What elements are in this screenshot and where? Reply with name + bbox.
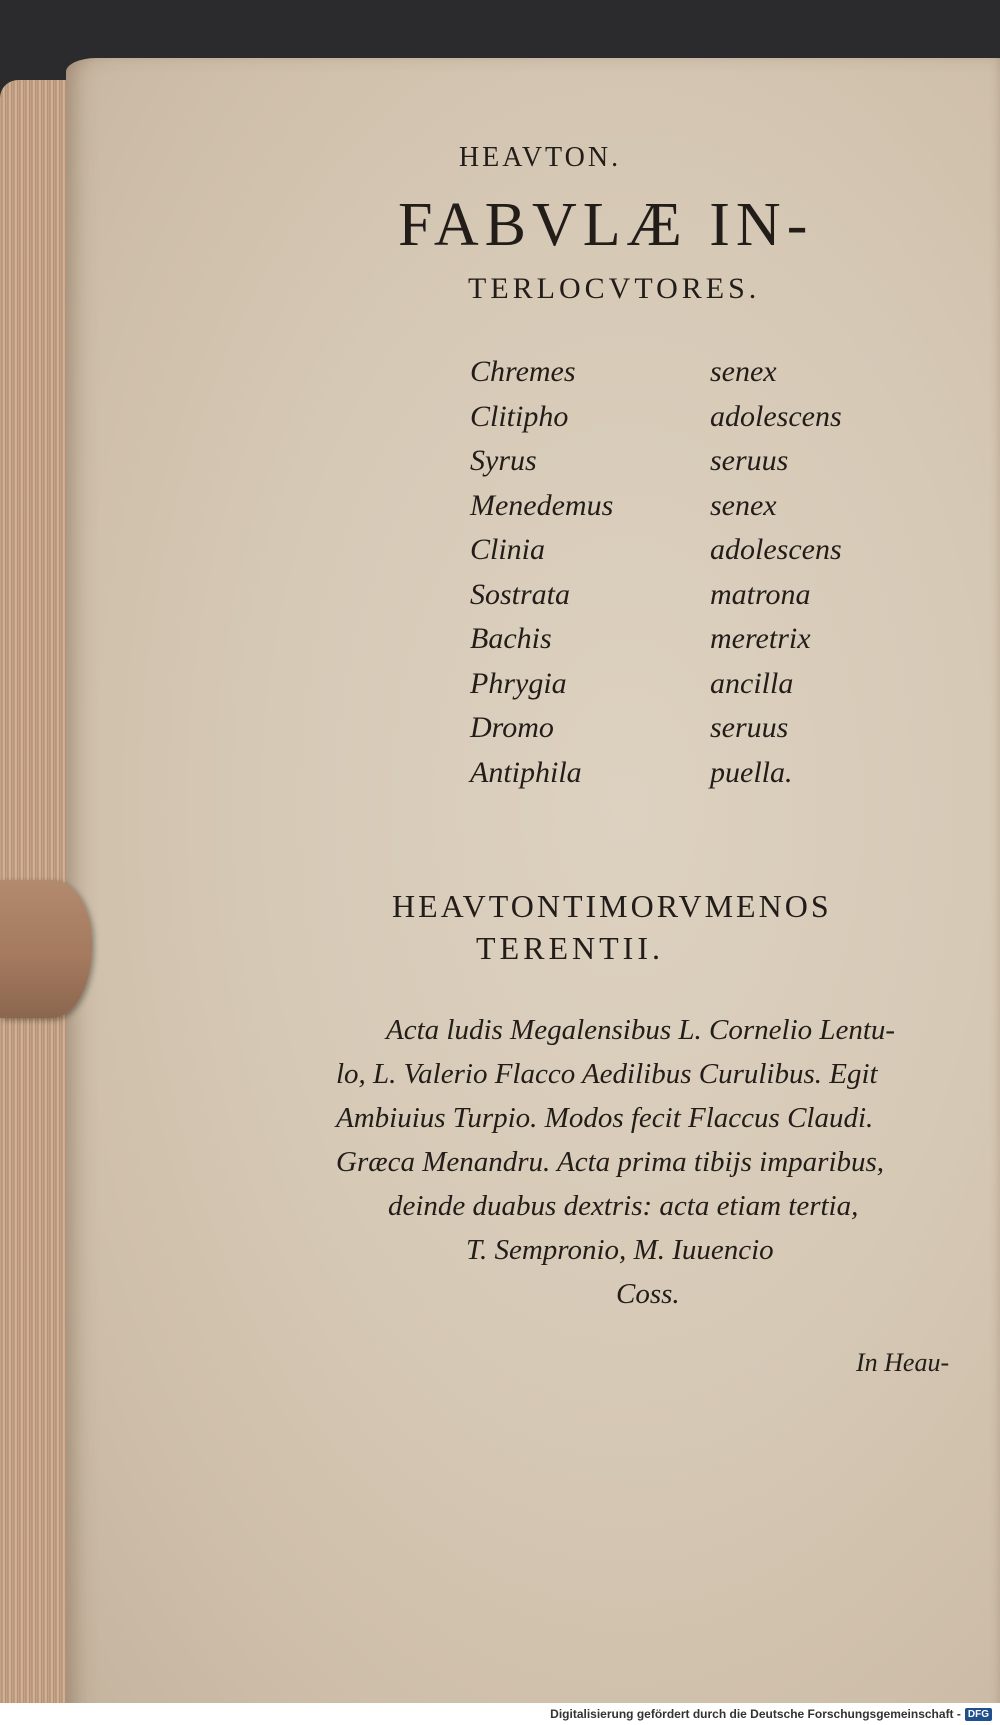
author-name: TERENTII.: [476, 930, 664, 966]
cast-name: Bachis: [470, 622, 552, 656]
cast-role: adolescens: [710, 533, 842, 567]
cast-row: [470, 350, 890, 395]
didascalia-line: lo, L. Valerio Flacco Aedilibus Curulibus. Egit: [336, 1058, 878, 1090]
play-title: HEAVTONTIMORVMENOS: [392, 888, 832, 924]
cast-row: [470, 573, 890, 618]
cast-name: Antiphila: [470, 755, 582, 789]
cast-row: [470, 662, 890, 707]
cast-role: ancilla: [710, 666, 794, 700]
cast-name: Syrus: [470, 444, 537, 478]
title-line-1: FABVLÆ IN-: [398, 191, 814, 259]
cast-name: Dromo: [470, 711, 554, 745]
cast-name: Menedemus: [470, 488, 614, 522]
cast-role: meretrix: [710, 622, 811, 656]
cast-row: [470, 395, 890, 440]
catchword: In Heau-: [856, 1348, 950, 1377]
cast-row: [470, 751, 890, 796]
didascalia-paragraph: [336, 1008, 976, 1316]
cast-role: senex: [710, 355, 777, 389]
didascalia-line: T. Sempronio, M. Iuuencio: [466, 1234, 774, 1266]
title-line-2: TERLOCVTORES.: [468, 272, 761, 305]
didascalia-line: Acta ludis Megalensibus L. Cornelio Lentu-: [386, 1014, 896, 1046]
cast-role: adolescens: [710, 399, 842, 433]
digitization-footer: [0, 1703, 1000, 1725]
didascalia-line: Ambiuius Turpio. Modos fecit Flaccus Claudi.: [336, 1102, 874, 1134]
cast-role: puella.: [710, 755, 793, 789]
didascalia-line: Coss.: [616, 1278, 680, 1310]
cast-row: [470, 617, 890, 662]
cast-name: Phrygia: [470, 666, 567, 700]
cast-role: seruus: [710, 444, 789, 478]
cast-name: Clitipho: [470, 399, 569, 433]
footer-credit: Digitalisierung gefördert durch die Deutsche Forschungsgemeinschaft -: [550, 1707, 961, 1721]
cast-role: matrona: [710, 577, 811, 611]
running-head: HEAVTON.: [458, 142, 622, 173]
cast-row: [470, 484, 890, 529]
cast-name: Clinia: [470, 533, 546, 567]
didascalia-line: deinde duabus dextris: acta etiam tertia,: [388, 1190, 859, 1222]
cast-role: seruus: [710, 711, 789, 745]
dfg-logo-icon: DFG: [965, 1708, 992, 1721]
cast-name: Chremes: [470, 355, 576, 389]
cast-name: Sostrata: [470, 577, 571, 611]
cast-row: [470, 706, 890, 751]
cast-row: [470, 528, 890, 573]
cast-list: [470, 350, 890, 795]
didascalia-line: Græca Menandru. Acta prima tibijs imparibus,: [336, 1146, 885, 1178]
cast-role: senex: [710, 488, 777, 522]
cast-row: [470, 439, 890, 484]
